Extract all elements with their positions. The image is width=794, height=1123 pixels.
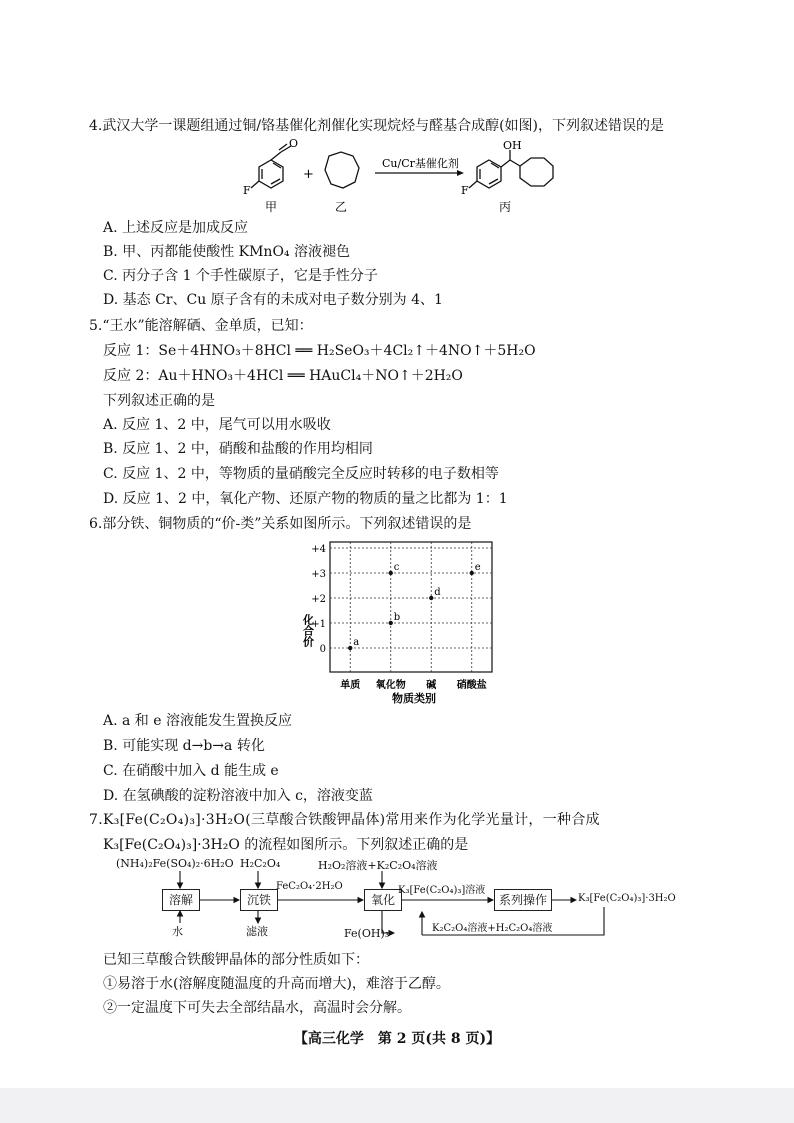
q6-option-b: B. 可能实现 d→b→a 转化 <box>103 738 265 754</box>
data-point-label-a: a <box>353 637 360 648</box>
flow-product: K₃[Fe(C₂O₄)₃]·3H₂O <box>578 893 676 904</box>
q5-stem: 5.“王水”能溶解硒、金单质，已知： <box>89 318 313 334</box>
data-point-label-d: d <box>434 587 441 598</box>
catalyst-label: Cu/Cr基催化剂 <box>382 157 459 170</box>
compound-jia-structure <box>251 144 291 188</box>
q7-stem-line2: K₃[Fe(C₂O₄)₃]·3H₂O 的流程如图所示。下列叙述正确的是 <box>103 837 469 853</box>
flow-mid-solution: K₃[Fe(C₂O₄)₃]溶液 <box>398 885 486 896</box>
flow-box-operations: 系列操作 <box>494 889 552 911</box>
q6-option-a: A. a 和 e 溶液能发生置换反应 <box>103 713 292 729</box>
q7-known: 已知三草酸合铁酸钾晶体的部分性质如下： <box>103 952 369 968</box>
data-point-e <box>470 571 474 575</box>
q4-stem: 4.武汉大学一课题组通过铜/铬基催化剂催化实现烷烃与醛基合成醇(如图)，下列叙述错误的是 <box>89 118 664 134</box>
q4-option-d: D. 基态 Cr、Cu 原子含有的未成对电子数分别为 4、1 <box>103 292 443 308</box>
q7-stem-line1: 7.K₃[Fe(C₂O₄)₃]·3H₂O(三草酸合铁酸钾晶体)常用来作为化学光量计，一种合成 <box>89 812 600 828</box>
flow-filtrate: 滤液 <box>246 925 268 938</box>
q5-option-b: B. 反应 1、2 中，硝酸和盐酸的作用均相同 <box>103 441 373 457</box>
jia-o-label: O <box>289 138 299 150</box>
label-yi: 乙 <box>335 200 348 214</box>
x-tick-label: 单质 <box>340 680 361 691</box>
q6-stem: 6.部分铁、铜物质的“价-类”关系如图所示。下列叙述错误的是 <box>89 516 472 532</box>
data-point-label-c: c <box>393 562 400 573</box>
x-tick-label: 碱 <box>426 680 437 691</box>
data-point-label-e: e <box>474 562 481 573</box>
flow-recycle: K₂C₂O₄溶液+H₂C₂O₄溶液 <box>432 923 553 934</box>
label-bing: 丙 <box>499 200 512 214</box>
data-point-d <box>429 596 433 600</box>
flow-box-oxidize: 氧化 <box>364 889 402 911</box>
y-tick-label: 0 <box>319 644 326 655</box>
compound-yi-structure <box>325 152 359 188</box>
chart-frame <box>330 542 492 672</box>
data-point-c <box>389 571 393 575</box>
q7-property-1: ①易溶于水(溶解度随温度的升高而增大)，难溶于乙醇。 <box>103 976 450 992</box>
q7-flowchart <box>110 855 710 945</box>
page-footer: 【高三化学 第 2 页(共 8 页)】 <box>293 1031 501 1047</box>
flow-input-oxidant: H₂O₂溶液+K₂C₂O₄溶液 <box>318 859 438 872</box>
label-jia: 甲 <box>265 200 278 214</box>
flow-mid-ferrous-oxalate: FeC₂O₄·2H₂O <box>276 881 343 892</box>
q5-ask: 下列叙述正确的是 <box>103 393 215 409</box>
y-tick-label: +4 <box>311 544 326 555</box>
y-tick-label: +1 <box>311 619 326 630</box>
q5-reaction-1: 反应 1：Se＋4HNO₃＋8HCl ══ H₂SeO₃＋4Cl₂↑＋4NO↑＋5H₂O <box>103 343 536 359</box>
x-tick-label: 氧化物 <box>375 680 406 691</box>
plus-sign: + <box>303 167 314 182</box>
jia-f-label: F <box>243 184 251 197</box>
y-tick-label: +3 <box>311 569 326 580</box>
flow-box-precipitate: 沉铁 <box>240 889 278 911</box>
x-tick-label: 硝酸盐 <box>456 680 487 691</box>
q6-option-c: C. 在硝酸中加入 d 能生成 e <box>103 763 279 779</box>
bottom-band <box>0 1088 794 1123</box>
y-tick-label: +2 <box>311 594 326 605</box>
compound-bing-structure <box>469 150 553 188</box>
q4-reaction-scheme <box>235 138 565 216</box>
q5-reaction-2: 反应 2：Au＋HNO₃＋4HCl ══ HAuCl₄＋NO↑＋2H₂O <box>103 368 463 384</box>
data-point-b <box>389 621 393 625</box>
valence-class-chart <box>296 538 506 708</box>
bing-f-label: F <box>461 184 469 197</box>
y-axis-label: 化合价 <box>301 614 315 647</box>
data-point-a <box>348 646 352 650</box>
flow-iron-hydroxide: Fe(OH)₃ <box>344 927 390 940</box>
q4-option-a: A. 上述反应是加成反应 <box>103 220 249 236</box>
flow-box-dissolve: 溶解 <box>162 889 200 911</box>
bing-oh-label: OH <box>503 139 522 152</box>
q5-option-c: C. 反应 1、2 中，等物质的量硝酸完全反应时转移的电子数相等 <box>103 466 499 482</box>
q4-option-c: C. 丙分子含 1 个手性碳原子，它是手性分子 <box>103 268 378 284</box>
flow-arrows <box>110 855 710 945</box>
flow-input-oxalic: H₂C₂O₄ <box>240 857 281 870</box>
data-point-label-b: b <box>393 612 401 623</box>
q5-option-a: A. 反应 1、2 中，尾气可以用水吸收 <box>103 417 331 433</box>
flow-input-salt: (NH₄)₂Fe(SO₄)₂·6H₂O <box>116 857 234 870</box>
x-axis-label: 物质类别 <box>392 692 436 705</box>
q7-property-2: ②一定温度下可失去全部结晶水，高温时会分解。 <box>103 1000 411 1016</box>
flow-water: 水 <box>172 925 183 938</box>
q5-option-d: D. 反应 1、2 中，氧化产物、还原产物的物质的量之比都为 1：1 <box>103 491 508 507</box>
q6-option-d: D. 在氢碘酸的淀粉溶液中加入 c，溶液变蓝 <box>103 788 373 804</box>
q4-option-b: B. 甲、丙都能使酸性 KMnO₄ 溶液褪色 <box>103 244 350 260</box>
